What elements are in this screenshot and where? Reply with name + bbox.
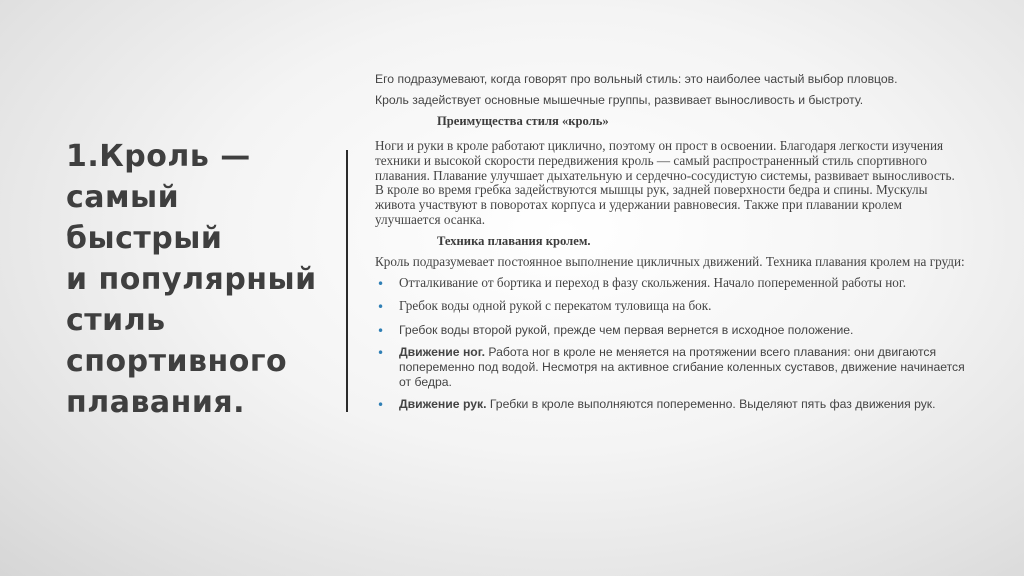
list-item	[375, 299, 965, 314]
bullet-icon: •	[377, 346, 385, 361]
list-item	[375, 345, 965, 390]
bullet-icon: •	[377, 398, 385, 413]
title-line-2: самый	[66, 180, 180, 215]
title-line-7: плавания.	[66, 385, 246, 420]
list-item	[375, 397, 965, 412]
bullet-icon: •	[377, 300, 385, 315]
list-item-bold-label: Движение ног.	[399, 345, 485, 360]
list-item-text: Отталкивание от бортика и переход в фазу скольжения. Начало попеременной работы ног.	[399, 274, 907, 290]
list-item-text: Гребок воды одной рукой с перекатом туловища на бок.	[399, 298, 712, 314]
technique-list	[375, 276, 965, 413]
advantages-paragraph: Ноги и руки в кроле работают циклично, поэтому он прост в освоении. Благодаря легкости изучения техники и высокой скорости передвижения кроль — самый распространенный стиль спортивного плавания. Плавание улучшает дыхательную и сердечно-сосудистую системы, развивает выносливость. В кроле во время гребка задействуются мышцы рук, задней поверхности бедра и спины. Мускулы живота участвуют в поворотах корпуса и удержании равновесия. Также при плавании кролем улучшается осанка.	[375, 138, 955, 227]
list-item	[375, 276, 965, 291]
intro-paragraph-1: Его подразумевают, когда говорят про вольный стиль: это наиболее частый выбор пловцов.	[375, 72, 898, 86]
list-item-text: Гребок воды второй рукой, прежде чем первая вернется в исходное положение.	[399, 323, 854, 338]
intro-paragraph-2: Кроль задействует основные мышечные группы, развивает выносливость и быстроту.	[375, 93, 864, 107]
vertical-divider	[346, 150, 348, 412]
section-heading-technique: Техника плавания кролем.	[437, 233, 591, 248]
slide-title	[66, 136, 336, 423]
list-item-text: Гребки в кроле выполняются попеременно. Выделяют пять фаз движения рук.	[486, 397, 936, 412]
content-area	[375, 72, 965, 419]
bullet-icon: •	[377, 324, 385, 339]
title-line-6: спортивного	[66, 344, 288, 379]
list-item-text: Работа ног в кроле не меняется на протяжении всего плавания: они двигаются попеременно под водой. Несмотря на активное сгибание коленных суставов, движение начинается от бедра.	[399, 345, 965, 390]
list-item	[375, 323, 965, 338]
title-line-4: и популярный	[66, 262, 317, 297]
title-line-3: быстрый	[66, 221, 223, 256]
technique-paragraph: Кроль подразумевает постоянное выполнение цикличных движений. Техника плавания кролем на груди:	[375, 253, 965, 269]
title-line-1: 1.Кроль —	[66, 139, 251, 174]
title-line-5: стиль	[66, 303, 166, 338]
bullet-icon: •	[377, 276, 385, 291]
list-item-bold-label: Движение рук.	[399, 397, 487, 412]
section-heading-advantages: Преимущества стиля «кроль»	[437, 114, 609, 128]
